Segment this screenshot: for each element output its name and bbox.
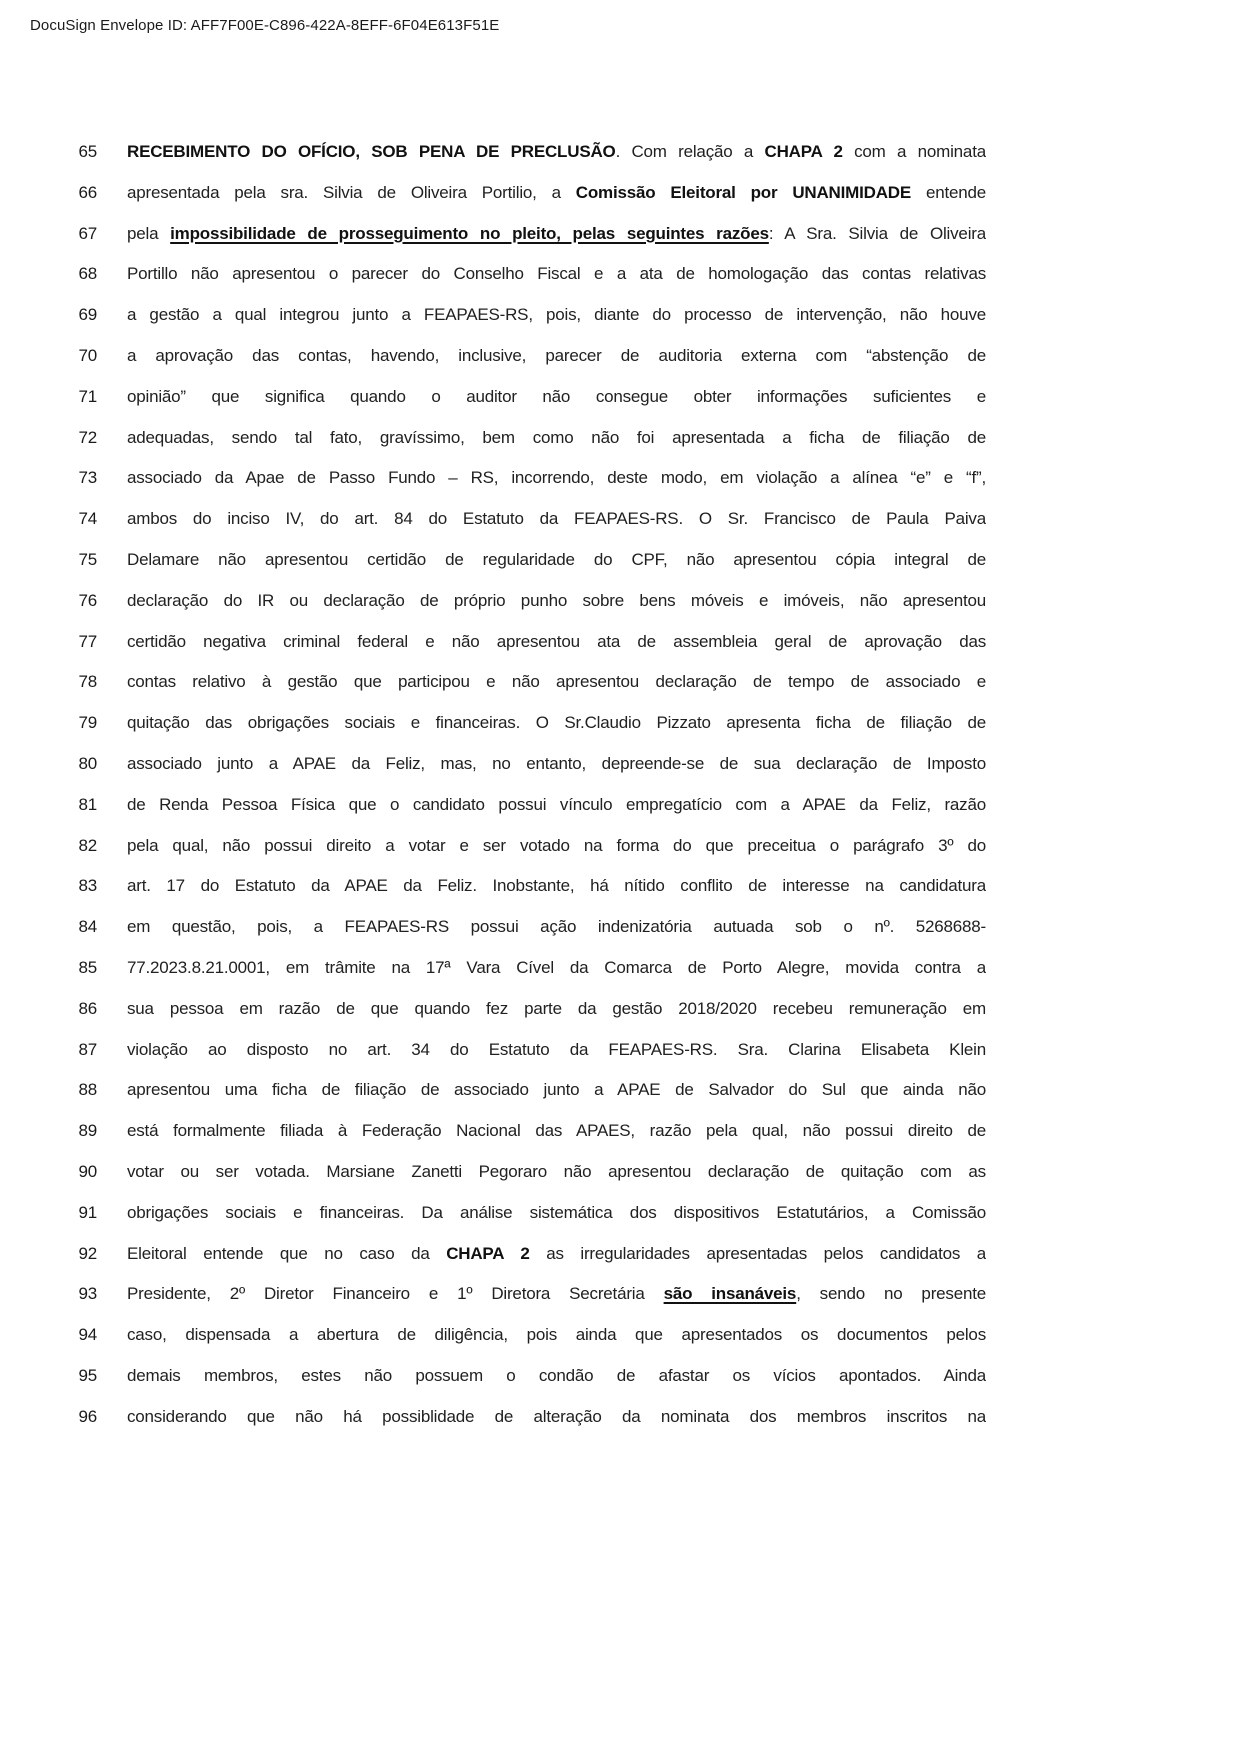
line-text-segment: declaração do IR ou declaração de próprio punho sobre bens móveis e imóveis, não apresentou (127, 590, 986, 610)
line-text (127, 1070, 986, 1111)
document-line (0, 1397, 1241, 1438)
line-text (127, 581, 986, 622)
line-number: 69 (78, 305, 97, 325)
line-text (127, 744, 986, 785)
document-line (0, 989, 1241, 1030)
line-number: 79 (78, 713, 97, 733)
line-text-segment: apresentada pela sra. Silvia de Oliveira Portilio, a (127, 182, 576, 202)
document-line (0, 866, 1241, 907)
line-text (127, 1397, 986, 1438)
line-number: 84 (78, 917, 97, 937)
line-text (127, 1030, 986, 1071)
line-text-segment: pela qual, não possui direito a votar e ser votado na forma do que preceitua o parágrafo 3º do (127, 835, 986, 855)
line-number: 87 (78, 1039, 97, 1059)
line-text (127, 1193, 986, 1234)
line-number: 89 (78, 1121, 97, 1141)
line-text-segment: , sendo no presente (796, 1284, 986, 1304)
line-number: 76 (78, 590, 97, 610)
line-text (127, 703, 986, 744)
line-text (127, 785, 986, 826)
document-line (0, 295, 1241, 336)
line-number: 73 (78, 468, 97, 488)
line-number: 91 (78, 1202, 97, 1222)
document-lines (0, 132, 1241, 1438)
line-number: 67 (78, 223, 97, 243)
line-text-segment: ambos do inciso IV, do art. 84 do Estatuto da FEAPAES-RS. O Sr. Francisco de Paula Paiva (127, 509, 986, 529)
line-text (127, 826, 986, 867)
line-text (127, 662, 986, 703)
document-line (0, 1356, 1241, 1397)
line-text-segment: CHAPA 2 (446, 1243, 530, 1263)
line-number: 66 (78, 182, 97, 202)
line-text (127, 1356, 986, 1397)
line-text (127, 1111, 986, 1152)
line-text (127, 866, 986, 907)
line-text-segment: quitação das obrigações sociais e financeiras. O Sr.Claudio Pizzato apresenta ficha de filiação de (127, 713, 986, 733)
line-number: 96 (78, 1406, 97, 1426)
line-text-segment: entende (911, 182, 986, 202)
line-text-segment: Delamare não apresentou certidão de regularidade do CPF, não apresentou cópia integral de (127, 549, 986, 569)
line-text (127, 1152, 986, 1193)
document-line (0, 1315, 1241, 1356)
line-text-segment: pela (127, 223, 171, 243)
line-text-segment: contas relativo à gestão que participou e não apresentou declaração de tempo de associado e (127, 672, 986, 692)
line-text-segment: com a nominata (842, 142, 986, 161)
line-text (127, 540, 986, 581)
line-number: 72 (78, 427, 97, 447)
document-line (0, 336, 1241, 377)
line-text-segment: RECEBIMENTO DO OFÍCIO, SOB PENA DE PRECLUSÃO (127, 142, 616, 161)
line-number: 81 (78, 794, 97, 814)
line-text-segment: adequadas, sendo tal fato, gravíssimo, bem como não foi apresentada a ficha de filiação de (127, 427, 986, 447)
line-text (127, 132, 986, 173)
document-line (0, 254, 1241, 295)
line-number: 65 (78, 142, 97, 161)
document-line (0, 458, 1241, 499)
line-text-segment: Presidente, 2º Diretor Financeiro e 1º Diretora Secretária (127, 1284, 664, 1304)
line-text (127, 499, 986, 540)
line-text (127, 948, 986, 989)
line-text-segment: opinião” que significa quando o auditor não consegue obter informações suficientes e (127, 386, 986, 406)
document-line (0, 540, 1241, 581)
line-number: 86 (78, 998, 97, 1018)
document-line (0, 132, 1241, 173)
line-number: 85 (78, 957, 97, 977)
line-text-segment: : A Sra. Silvia de Oliveira (768, 223, 986, 243)
line-text-segment: certidão negativa criminal federal e não apresentou ata de assembleia geral de aprovação das (127, 631, 986, 651)
line-text (127, 989, 986, 1030)
line-text (127, 214, 986, 255)
line-text (127, 1315, 986, 1356)
document-line (0, 622, 1241, 663)
line-text-segment: Eleitoral entende que no caso da (127, 1243, 447, 1263)
document-line (0, 1152, 1241, 1193)
line-number: 70 (78, 345, 97, 365)
document-line (0, 1234, 1241, 1275)
line-text-segment: demais membros, estes não possuem o condão de afastar os vícios apontados. Ainda (127, 1365, 986, 1385)
line-text-segment: violação ao disposto no art. 34 do Estatuto da FEAPAES-RS. Sra. Clarina Elisabeta Klein (127, 1039, 986, 1059)
document-line (0, 744, 1241, 785)
line-text-segment: Portillo não apresentou o parecer do Conselho Fiscal e a ata de homologação das contas relativas (127, 264, 986, 284)
document-line (0, 826, 1241, 867)
line-text (127, 254, 986, 295)
line-text-segment: a gestão a qual integrou junto a FEAPAES-RS, pois, diante do processo de intervenção, não houve (127, 305, 986, 325)
line-text-segment: são insanáveis (663, 1284, 797, 1304)
line-text-segment: apresentou uma ficha de filiação de associado junto a APAE de Salvador do Sul que ainda não (127, 1080, 986, 1100)
line-number: 71 (78, 386, 97, 406)
document-line (0, 907, 1241, 948)
document-line (0, 703, 1241, 744)
line-text-segment: as irregularidades apresentadas pelos candidatos a (529, 1243, 986, 1263)
line-text (127, 907, 986, 948)
line-number: 77 (78, 631, 97, 651)
line-number: 92 (78, 1243, 97, 1263)
document-line (0, 1274, 1241, 1315)
line-text (127, 295, 986, 336)
line-text-segment: de Renda Pessoa Física que o candidato possui vínculo empregatício com a APAE da Feliz, razão (127, 794, 986, 814)
line-text (127, 458, 986, 499)
line-text-segment: em questão, pois, a FEAPAES-RS possui ação indenizatória autuada sob o nº. 5268688- (127, 917, 986, 937)
document-line (0, 499, 1241, 540)
line-text (127, 173, 986, 214)
line-text (127, 336, 986, 377)
line-text (127, 622, 986, 663)
line-text-segment: considerando que não há possiblidade de alteração da nominata dos membros inscritos na (127, 1406, 986, 1426)
line-text-segment: . Com relação a (615, 142, 765, 161)
line-number: 93 (78, 1284, 97, 1304)
line-text-segment: obrigações sociais e financeiras. Da análise sistemática dos dispositivos Estatutários, a Comissão (127, 1202, 986, 1222)
line-number: 68 (78, 264, 97, 284)
line-number: 94 (78, 1325, 97, 1345)
line-text-segment: votar ou ser votada. Marsiane Zanetti Pegoraro não apresentou declaração de quitação com as (127, 1161, 986, 1181)
document-line (0, 1111, 1241, 1152)
line-number: 75 (78, 549, 97, 569)
document-line (0, 1193, 1241, 1234)
line-text-segment: está formalmente filiada à Federação Nacional das APAES, razão pela qual, não possui direito de (127, 1121, 986, 1141)
document-line (0, 785, 1241, 826)
line-text (127, 418, 986, 459)
line-number: 82 (78, 835, 97, 855)
line-number: 80 (78, 753, 97, 773)
line-number: 78 (78, 672, 97, 692)
line-text-segment: impossibilidade de prosseguimento no pleito, pelas seguintes razões (170, 223, 769, 243)
document-line (0, 948, 1241, 989)
line-text-segment: a aprovação das contas, havendo, inclusive, parecer de auditoria externa com “abstenção de (127, 345, 986, 365)
document-line (0, 377, 1241, 418)
line-text-segment: CHAPA 2 (764, 142, 843, 161)
line-text-segment: associado junto a APAE da Feliz, mas, no entanto, depreende-se de sua declaração de Imposto (127, 753, 986, 773)
line-text-segment: Comissão Eleitoral por UNANIMIDADE (575, 182, 912, 202)
document-line (0, 662, 1241, 703)
line-text-segment: art. 17 do Estatuto da APAE da Feliz. Inobstante, há nítido conflito de interesse na candidatura (127, 876, 986, 896)
line-text-segment: sua pessoa em razão de que quando fez parte da gestão 2018/2020 recebeu remuneração em (127, 998, 986, 1018)
docusign-envelope-id: DocuSign Envelope ID: AFF7F00E-C896-422A-8EFF-6F04E613F51E (30, 17, 500, 34)
document-line (0, 1070, 1241, 1111)
line-text (127, 1234, 986, 1275)
document-line (0, 1030, 1241, 1071)
line-text-segment: associado da Apae de Passo Fundo – RS, incorrendo, deste modo, em violação a alínea “e” e “f”, (127, 468, 986, 488)
line-number: 88 (78, 1080, 97, 1100)
line-number: 90 (78, 1161, 97, 1181)
document-line (0, 581, 1241, 622)
line-text (127, 1274, 986, 1315)
document-line (0, 214, 1241, 255)
line-number: 83 (78, 876, 97, 896)
line-text-segment: 77.2023.8.21.0001, em trâmite na 17ª Vara Cível da Comarca de Porto Alegre, movida contra a (127, 957, 986, 977)
line-number: 95 (78, 1365, 97, 1385)
document-line (0, 418, 1241, 459)
document-line (0, 173, 1241, 214)
line-text (127, 377, 986, 418)
line-text-segment: caso, dispensada a abertura de diligência, pois ainda que apresentados os documentos pelos (127, 1325, 986, 1345)
line-number: 74 (78, 509, 97, 529)
